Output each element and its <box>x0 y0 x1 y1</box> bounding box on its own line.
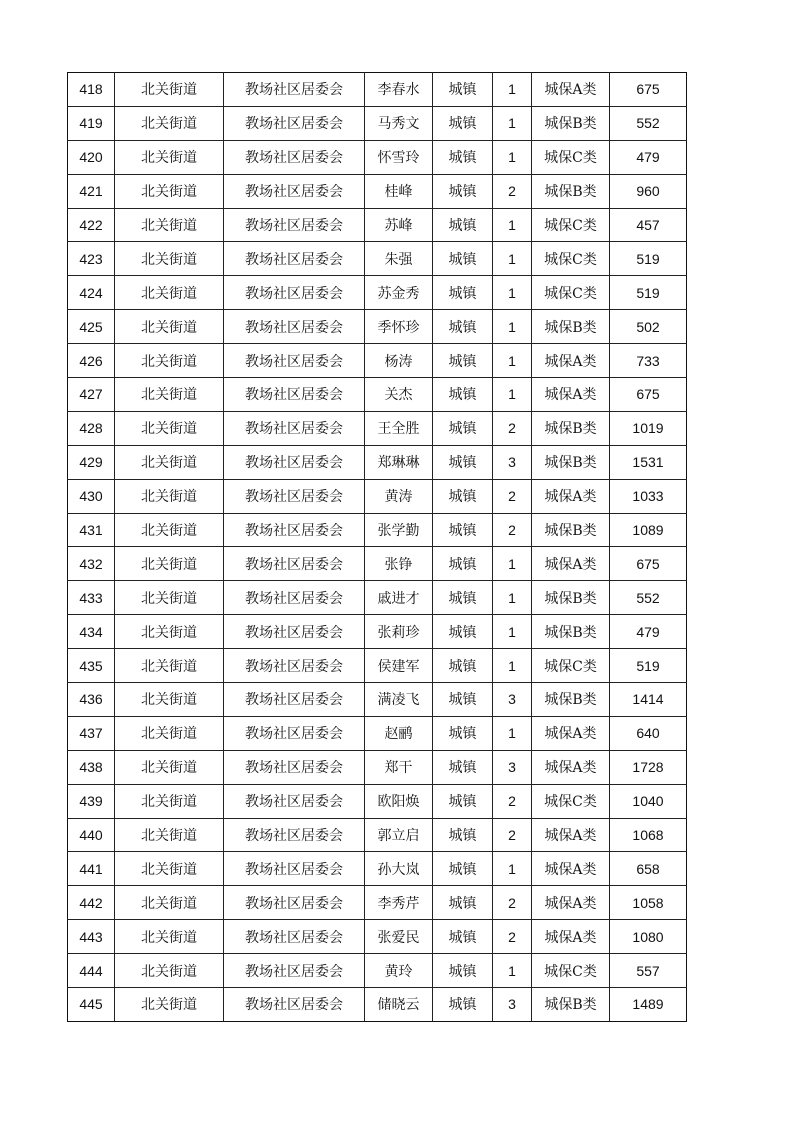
person-name-cell: 郭立启 <box>365 818 433 852</box>
area-type-cell: 城镇 <box>433 988 493 1022</box>
street-cell: 北关街道 <box>115 378 224 412</box>
household-count-cell: 2 <box>493 920 532 954</box>
street-cell: 北关街道 <box>115 852 224 886</box>
street-cell: 北关街道 <box>115 547 224 581</box>
amount-cell: 1019 <box>610 411 687 445</box>
area-type-cell: 城镇 <box>433 242 493 276</box>
household-count-cell: 1 <box>493 276 532 310</box>
household-count-cell: 1 <box>493 344 532 378</box>
insurance-category-cell: 城保A类 <box>532 344 610 378</box>
insurance-category-cell: 城保C类 <box>532 276 610 310</box>
row-number-cell: 423 <box>68 242 115 276</box>
committee-cell: 教场社区居委会 <box>224 208 365 242</box>
person-name-cell: 侯建军 <box>365 649 433 683</box>
insurance-category-cell: 城保A类 <box>532 886 610 920</box>
insurance-category-cell: 城保A类 <box>532 852 610 886</box>
table-row <box>68 581 687 615</box>
household-count-cell: 1 <box>493 140 532 174</box>
area-type-cell: 城镇 <box>433 920 493 954</box>
row-number-cell: 440 <box>68 818 115 852</box>
committee-cell: 教场社区居委会 <box>224 886 365 920</box>
insurance-category-cell: 城保B类 <box>532 683 610 717</box>
street-cell: 北关街道 <box>115 750 224 784</box>
street-cell: 北关街道 <box>115 310 224 344</box>
area-type-cell: 城镇 <box>433 886 493 920</box>
row-number-cell: 426 <box>68 344 115 378</box>
table-row <box>68 784 687 818</box>
row-number-cell: 428 <box>68 411 115 445</box>
person-name-cell: 戚进才 <box>365 581 433 615</box>
person-name-cell: 怀雪玲 <box>365 140 433 174</box>
table-row <box>68 276 687 310</box>
row-number-cell: 443 <box>68 920 115 954</box>
street-cell: 北关街道 <box>115 140 224 174</box>
area-type-cell: 城镇 <box>433 276 493 310</box>
row-number-cell: 445 <box>68 988 115 1022</box>
area-type-cell: 城镇 <box>433 378 493 412</box>
household-count-cell: 1 <box>493 106 532 140</box>
insurance-category-cell: 城保B类 <box>532 310 610 344</box>
area-type-cell: 城镇 <box>433 140 493 174</box>
person-name-cell: 储晓云 <box>365 988 433 1022</box>
table-row <box>68 344 687 378</box>
table-row <box>68 818 687 852</box>
insurance-category-cell: 城保C类 <box>532 242 610 276</box>
row-number-cell: 419 <box>68 106 115 140</box>
row-number-cell: 436 <box>68 683 115 717</box>
table-row <box>68 208 687 242</box>
household-count-cell: 1 <box>493 208 532 242</box>
committee-cell: 教场社区居委会 <box>224 276 365 310</box>
person-name-cell: 张学勤 <box>365 513 433 547</box>
person-name-cell: 季怀珍 <box>365 310 433 344</box>
person-name-cell: 李春水 <box>365 73 433 107</box>
household-count-cell: 1 <box>493 310 532 344</box>
household-count-cell: 3 <box>493 683 532 717</box>
committee-cell: 教场社区居委会 <box>224 818 365 852</box>
table-row <box>68 140 687 174</box>
committee-cell: 教场社区居委会 <box>224 784 365 818</box>
committee-cell: 教场社区居委会 <box>224 310 365 344</box>
household-count-cell: 2 <box>493 479 532 513</box>
area-type-cell: 城镇 <box>433 954 493 988</box>
committee-cell: 教场社区居委会 <box>224 920 365 954</box>
row-number-cell: 424 <box>68 276 115 310</box>
household-count-cell: 2 <box>493 886 532 920</box>
insurance-category-cell: 城保A类 <box>532 716 610 750</box>
table-row <box>68 716 687 750</box>
amount-cell: 1040 <box>610 784 687 818</box>
committee-cell: 教场社区居委会 <box>224 73 365 107</box>
insurance-category-cell: 城保A类 <box>532 818 610 852</box>
person-name-cell: 苏峰 <box>365 208 433 242</box>
amount-cell: 675 <box>610 378 687 412</box>
person-name-cell: 郑干 <box>365 750 433 784</box>
person-name-cell: 黄涛 <box>365 479 433 513</box>
amount-cell: 640 <box>610 716 687 750</box>
table-row <box>68 954 687 988</box>
table-row <box>68 886 687 920</box>
committee-cell: 教场社区居委会 <box>224 513 365 547</box>
street-cell: 北关街道 <box>115 479 224 513</box>
committee-cell: 教场社区居委会 <box>224 140 365 174</box>
row-number-cell: 429 <box>68 445 115 479</box>
amount-cell: 1033 <box>610 479 687 513</box>
insurance-category-cell: 城保A类 <box>532 920 610 954</box>
table-row <box>68 683 687 717</box>
row-number-cell: 421 <box>68 174 115 208</box>
street-cell: 北关街道 <box>115 73 224 107</box>
person-name-cell: 李秀芹 <box>365 886 433 920</box>
committee-cell: 教场社区居委会 <box>224 242 365 276</box>
committee-cell: 教场社区居委会 <box>224 581 365 615</box>
household-count-cell: 1 <box>493 242 532 276</box>
insurance-category-cell: 城保A类 <box>532 73 610 107</box>
amount-cell: 502 <box>610 310 687 344</box>
area-type-cell: 城镇 <box>433 445 493 479</box>
table-row <box>68 513 687 547</box>
table-row <box>68 852 687 886</box>
amount-cell: 960 <box>610 174 687 208</box>
street-cell: 北关街道 <box>115 920 224 954</box>
household-count-cell: 2 <box>493 513 532 547</box>
row-number-cell: 444 <box>68 954 115 988</box>
amount-cell: 1089 <box>610 513 687 547</box>
row-number-cell: 431 <box>68 513 115 547</box>
insurance-category-cell: 城保A类 <box>532 750 610 784</box>
household-count-cell: 2 <box>493 784 532 818</box>
person-name-cell: 郑琳琳 <box>365 445 433 479</box>
household-count-cell: 1 <box>493 581 532 615</box>
table-row <box>68 378 687 412</box>
street-cell: 北关街道 <box>115 208 224 242</box>
street-cell: 北关街道 <box>115 513 224 547</box>
committee-cell: 教场社区居委会 <box>224 411 365 445</box>
amount-cell: 519 <box>610 242 687 276</box>
amount-cell: 519 <box>610 649 687 683</box>
committee-cell: 教场社区居委会 <box>224 174 365 208</box>
row-number-cell: 422 <box>68 208 115 242</box>
area-type-cell: 城镇 <box>433 411 493 445</box>
street-cell: 北关街道 <box>115 581 224 615</box>
roster-table <box>67 72 687 1022</box>
insurance-category-cell: 城保C类 <box>532 649 610 683</box>
committee-cell: 教场社区居委会 <box>224 344 365 378</box>
insurance-category-cell: 城保C类 <box>532 954 610 988</box>
row-number-cell: 442 <box>68 886 115 920</box>
insurance-category-cell: 城保B类 <box>532 615 610 649</box>
amount-cell: 1489 <box>610 988 687 1022</box>
amount-cell: 479 <box>610 615 687 649</box>
household-count-cell: 1 <box>493 547 532 581</box>
area-type-cell: 城镇 <box>433 615 493 649</box>
amount-cell: 675 <box>610 547 687 581</box>
street-cell: 北关街道 <box>115 445 224 479</box>
street-cell: 北关街道 <box>115 649 224 683</box>
area-type-cell: 城镇 <box>433 513 493 547</box>
committee-cell: 教场社区居委会 <box>224 615 365 649</box>
street-cell: 北关街道 <box>115 954 224 988</box>
table-row <box>68 174 687 208</box>
row-number-cell: 435 <box>68 649 115 683</box>
row-number-cell: 427 <box>68 378 115 412</box>
committee-cell: 教场社区居委会 <box>224 954 365 988</box>
area-type-cell: 城镇 <box>433 581 493 615</box>
row-number-cell: 437 <box>68 716 115 750</box>
amount-cell: 457 <box>610 208 687 242</box>
household-count-cell: 3 <box>493 445 532 479</box>
street-cell: 北关街道 <box>115 988 224 1022</box>
person-name-cell: 苏金秀 <box>365 276 433 310</box>
person-name-cell: 朱强 <box>365 242 433 276</box>
table-row <box>68 479 687 513</box>
row-number-cell: 433 <box>68 581 115 615</box>
person-name-cell: 张爱民 <box>365 920 433 954</box>
person-name-cell: 黄玲 <box>365 954 433 988</box>
amount-cell: 557 <box>610 954 687 988</box>
table-row <box>68 988 687 1022</box>
committee-cell: 教场社区居委会 <box>224 750 365 784</box>
table-row <box>68 750 687 784</box>
household-count-cell: 1 <box>493 954 532 988</box>
amount-cell: 1531 <box>610 445 687 479</box>
person-name-cell: 张铮 <box>365 547 433 581</box>
household-count-cell: 1 <box>493 716 532 750</box>
committee-cell: 教场社区居委会 <box>224 683 365 717</box>
amount-cell: 1414 <box>610 683 687 717</box>
insurance-category-cell: 城保B类 <box>532 513 610 547</box>
insurance-category-cell: 城保A类 <box>532 378 610 412</box>
street-cell: 北关街道 <box>115 242 224 276</box>
street-cell: 北关街道 <box>115 174 224 208</box>
committee-cell: 教场社区居委会 <box>224 852 365 886</box>
insurance-category-cell: 城保C类 <box>532 140 610 174</box>
person-name-cell: 张莉珍 <box>365 615 433 649</box>
insurance-category-cell: 城保B类 <box>532 445 610 479</box>
table-row <box>68 242 687 276</box>
area-type-cell: 城镇 <box>433 649 493 683</box>
household-count-cell: 1 <box>493 649 532 683</box>
insurance-category-cell: 城保B类 <box>532 988 610 1022</box>
insurance-category-cell: 城保B类 <box>532 411 610 445</box>
table-row <box>68 615 687 649</box>
table-row <box>68 547 687 581</box>
amount-cell: 675 <box>610 73 687 107</box>
area-type-cell: 城镇 <box>433 106 493 140</box>
household-count-cell: 1 <box>493 615 532 649</box>
amount-cell: 733 <box>610 344 687 378</box>
amount-cell: 552 <box>610 581 687 615</box>
row-number-cell: 418 <box>68 73 115 107</box>
area-type-cell: 城镇 <box>433 716 493 750</box>
amount-cell: 1728 <box>610 750 687 784</box>
row-number-cell: 438 <box>68 750 115 784</box>
household-count-cell: 1 <box>493 852 532 886</box>
household-count-cell: 3 <box>493 750 532 784</box>
row-number-cell: 432 <box>68 547 115 581</box>
table-row <box>68 649 687 683</box>
committee-cell: 教场社区居委会 <box>224 649 365 683</box>
area-type-cell: 城镇 <box>433 750 493 784</box>
amount-cell: 479 <box>610 140 687 174</box>
committee-cell: 教场社区居委会 <box>224 479 365 513</box>
household-count-cell: 1 <box>493 73 532 107</box>
committee-cell: 教场社区居委会 <box>224 547 365 581</box>
insurance-category-cell: 城保C类 <box>532 208 610 242</box>
household-count-cell: 2 <box>493 411 532 445</box>
person-name-cell: 王全胜 <box>365 411 433 445</box>
row-number-cell: 420 <box>68 140 115 174</box>
table-row <box>68 106 687 140</box>
insurance-category-cell: 城保B类 <box>532 106 610 140</box>
street-cell: 北关街道 <box>115 411 224 445</box>
insurance-category-cell: 城保B类 <box>532 174 610 208</box>
insurance-category-cell: 城保C类 <box>532 784 610 818</box>
committee-cell: 教场社区居委会 <box>224 106 365 140</box>
table-row <box>68 920 687 954</box>
street-cell: 北关街道 <box>115 784 224 818</box>
street-cell: 北关街道 <box>115 106 224 140</box>
area-type-cell: 城镇 <box>433 344 493 378</box>
committee-cell: 教场社区居委会 <box>224 445 365 479</box>
person-name-cell: 欧阳焕 <box>365 784 433 818</box>
amount-cell: 552 <box>610 106 687 140</box>
table-row <box>68 445 687 479</box>
person-name-cell: 孙大岚 <box>365 852 433 886</box>
row-number-cell: 430 <box>68 479 115 513</box>
row-number-cell: 441 <box>68 852 115 886</box>
row-number-cell: 439 <box>68 784 115 818</box>
household-count-cell: 2 <box>493 818 532 852</box>
committee-cell: 教场社区居委会 <box>224 378 365 412</box>
area-type-cell: 城镇 <box>433 174 493 208</box>
person-name-cell: 马秀文 <box>365 106 433 140</box>
street-cell: 北关街道 <box>115 276 224 310</box>
street-cell: 北关街道 <box>115 615 224 649</box>
area-type-cell: 城镇 <box>433 208 493 242</box>
person-name-cell: 满凌飞 <box>365 683 433 717</box>
street-cell: 北关街道 <box>115 716 224 750</box>
amount-cell: 658 <box>610 852 687 886</box>
area-type-cell: 城镇 <box>433 479 493 513</box>
table-row <box>68 310 687 344</box>
street-cell: 北关街道 <box>115 344 224 378</box>
area-type-cell: 城镇 <box>433 547 493 581</box>
amount-cell: 519 <box>610 276 687 310</box>
row-number-cell: 434 <box>68 615 115 649</box>
street-cell: 北关街道 <box>115 683 224 717</box>
household-count-cell: 1 <box>493 378 532 412</box>
person-name-cell: 关杰 <box>365 378 433 412</box>
area-type-cell: 城镇 <box>433 784 493 818</box>
insurance-category-cell: 城保A类 <box>532 547 610 581</box>
amount-cell: 1068 <box>610 818 687 852</box>
area-type-cell: 城镇 <box>433 852 493 886</box>
committee-cell: 教场社区居委会 <box>224 988 365 1022</box>
area-type-cell: 城镇 <box>433 818 493 852</box>
person-name-cell: 杨涛 <box>365 344 433 378</box>
insurance-category-cell: 城保B类 <box>532 581 610 615</box>
table-row <box>68 73 687 107</box>
person-name-cell: 桂峰 <box>365 174 433 208</box>
person-name-cell: 赵鹂 <box>365 716 433 750</box>
amount-cell: 1080 <box>610 920 687 954</box>
roster-body <box>68 73 687 1022</box>
committee-cell: 教场社区居委会 <box>224 716 365 750</box>
area-type-cell: 城镇 <box>433 683 493 717</box>
insurance-category-cell: 城保A类 <box>532 479 610 513</box>
row-number-cell: 425 <box>68 310 115 344</box>
street-cell: 北关街道 <box>115 818 224 852</box>
area-type-cell: 城镇 <box>433 73 493 107</box>
area-type-cell: 城镇 <box>433 310 493 344</box>
amount-cell: 1058 <box>610 886 687 920</box>
household-count-cell: 3 <box>493 988 532 1022</box>
street-cell: 北关街道 <box>115 886 224 920</box>
household-count-cell: 2 <box>493 174 532 208</box>
table-row <box>68 411 687 445</box>
